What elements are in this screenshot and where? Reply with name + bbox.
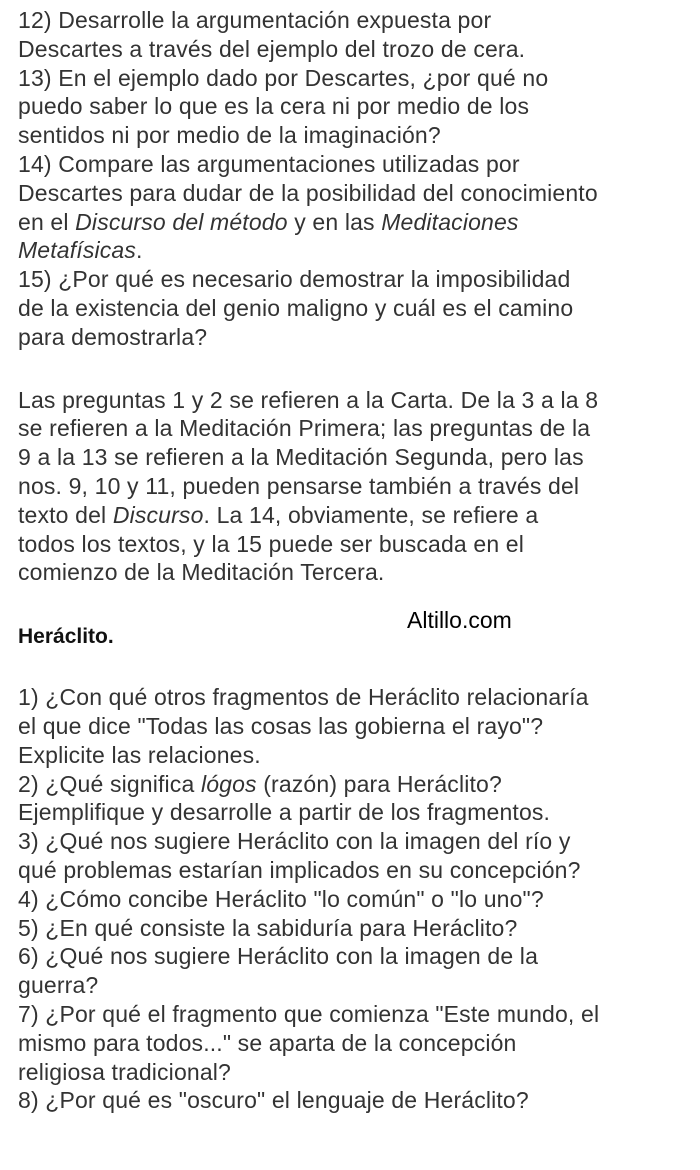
note-line: Las preguntas 1 y 2 se refieren a la Carta. De la 3 a la 8 — [18, 386, 599, 413]
question-line: sentidos ni por medio de la imaginación? — [18, 122, 441, 149]
question-line: 13) En el ejemplo dado por Descartes, ¿por qué no — [18, 64, 549, 91]
question-line: 1) ¿Con qué otros fragmentos de Heráclito relacionaría — [18, 684, 589, 711]
paragraph-gap — [18, 352, 690, 386]
book-title-meditaciones: Meditaciones — [381, 208, 519, 235]
note-paragraph — [18, 386, 690, 588]
question-line: 4) ¿Cómo concibe Heráclito "lo común" o "lo uno"? — [18, 885, 544, 912]
question-12 — [18, 6, 690, 64]
question-line: 12) Desarrolle la argumentación expuesta por — [18, 7, 492, 33]
text-run: (razón) para Heráclito? — [256, 770, 502, 797]
note-line: 9 a la 13 se refieren a la Meditación Segunda, pero las — [18, 444, 584, 471]
note-line: nos. 9, 10 y 11, pueden pensarse también a través del — [18, 472, 580, 499]
note-line: se refieren a la Meditación Primera; las preguntas de la — [18, 415, 591, 442]
term-logos: lógos — [200, 770, 257, 797]
note-line — [18, 501, 690, 530]
question-line — [18, 770, 690, 799]
question-line: puedo saber lo que es la cera ni por medio de los — [18, 93, 530, 120]
question-line: para demostrarla? — [18, 323, 208, 350]
heraclito-question-1 — [18, 683, 690, 769]
question-line: 6) ¿Qué nos sugiere Heráclito con la imagen de la — [18, 943, 539, 970]
question-line: el que dice "Todas las cosas las gobierna el rayo"? — [18, 712, 544, 739]
document-page — [18, 0, 690, 1115]
note-line: todos los textos, y la 15 puede ser buscada en el — [18, 530, 525, 557]
question-13 — [18, 64, 690, 150]
question-line: de la existencia del genio maligno y cuál es el camino — [18, 294, 574, 321]
heraclito-question-3 — [18, 827, 690, 885]
note-line: comienzo de la Meditación Tercera. — [18, 559, 385, 586]
question-line: 5) ¿En qué consiste la sabiduría para Heráclito? — [18, 914, 518, 941]
text-run: 2) ¿Qué significa — [18, 770, 201, 797]
heraclito-question-4 — [18, 885, 690, 914]
question-line: mismo para todos..." se aparta de la concepción — [18, 1029, 517, 1056]
question-line: Descartes a través del ejemplo del trozo de cera. — [18, 35, 526, 62]
heraclito-question-2 — [18, 770, 690, 828]
text-run: en el — [18, 208, 76, 235]
text-run: y en las — [287, 208, 382, 235]
question-line — [18, 208, 690, 237]
question-line: 8) ¿Por qué es "oscuro" el lenguaje de Heráclito? — [18, 1087, 529, 1114]
book-title-metafisicas: Metafísicas — [18, 237, 136, 264]
heraclito-question-7 — [18, 1000, 690, 1086]
paragraph-gap — [18, 587, 690, 617]
question-line: 7) ¿Por qué el fragmento que comienza "Este mundo, el — [18, 1000, 600, 1027]
question-14 — [18, 150, 690, 265]
question-line: 3) ¿Qué nos sugiere Heráclito con la imagen del río y — [18, 828, 571, 855]
text-run: texto del — [18, 501, 113, 528]
question-line: 15) ¿Por qué es necesario demostrar la imposibilidad — [18, 266, 571, 293]
heraclito-question-5 — [18, 914, 690, 943]
paragraph-gap — [18, 653, 690, 683]
book-title-discurso: Discurso — [112, 501, 204, 528]
question-15 — [18, 265, 690, 351]
question-line: Explicite las relaciones. — [18, 741, 261, 768]
question-line: 14) Compare las argumentaciones utilizadas por — [18, 150, 520, 177]
watermark-text: Altillo.com — [407, 607, 512, 634]
question-line — [18, 236, 690, 265]
question-line: guerra? — [18, 972, 99, 999]
heraclito-question-6 — [18, 942, 690, 1000]
text-run: . — [135, 237, 143, 264]
book-title-discurso: Discurso del método — [75, 208, 288, 235]
section-heading-row — [18, 607, 690, 653]
question-line: religiosa tradicional? — [18, 1058, 231, 1085]
question-line: qué problemas estarían implicados en su concepción? — [18, 856, 581, 883]
heraclito-question-8 — [18, 1086, 690, 1115]
question-line: Ejemplifique y desarrolle a partir de los fragmentos. — [18, 799, 551, 826]
section-heading: Heráclito. — [18, 625, 114, 649]
question-line: Descartes para dudar de la posibilidad del conocimiento — [18, 179, 598, 206]
text-run: . La 14, obviamente, se refiere a — [203, 501, 539, 528]
